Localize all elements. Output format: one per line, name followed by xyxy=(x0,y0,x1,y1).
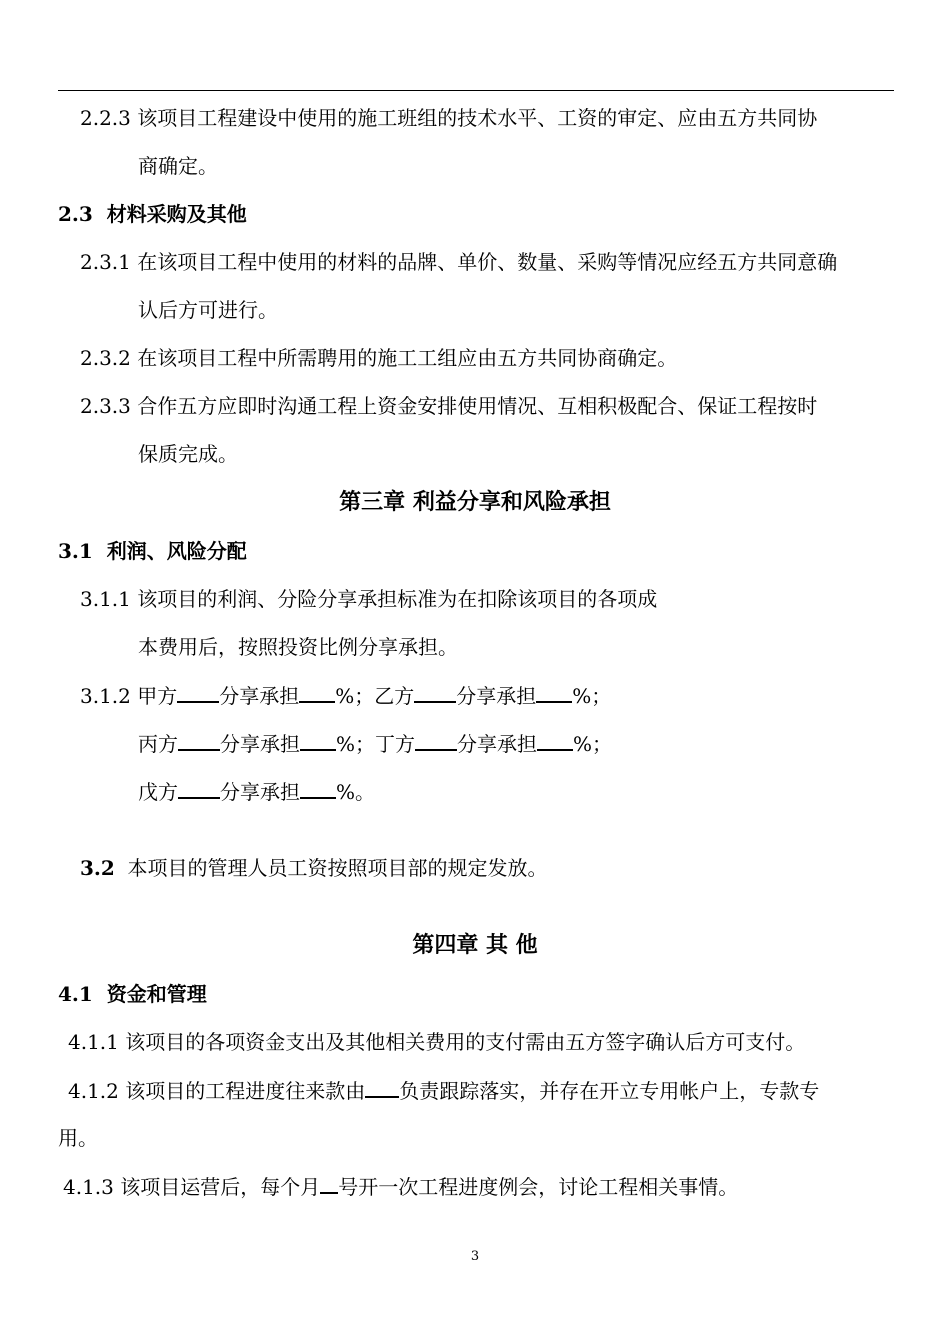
clause-2-2-3-line1 xyxy=(80,106,817,130)
clause-text: 本项目的管理人员工资按照项目部的规定发放。 xyxy=(127,856,548,880)
clause-number: 2.3.3 xyxy=(80,394,131,418)
clause-number: 4.1.2 xyxy=(68,1079,119,1103)
clause-3-1-1-line1 xyxy=(80,587,657,611)
percent-sign: %； xyxy=(336,732,376,756)
section-title: 材料采购及其他 xyxy=(106,202,247,226)
clause-4-1-1 xyxy=(68,1030,805,1054)
blank-yi-percent[interactable] xyxy=(536,683,572,703)
clause-number: 3.2 xyxy=(80,856,115,880)
clause-3-1-2-line1 xyxy=(80,683,611,708)
share-label: 分享承担 xyxy=(457,732,538,756)
percent-sign: %； xyxy=(572,684,612,708)
clause-number: 2.3.1 xyxy=(80,250,131,274)
clause-text: 保质完成。 xyxy=(138,442,238,466)
section-heading-4-1 xyxy=(58,982,207,1006)
clause-number: 4.1.1 xyxy=(68,1030,119,1054)
clause-4-1-3 xyxy=(63,1174,738,1199)
chapter-title-text: 第三章 利益分享和风险承担 xyxy=(339,489,611,515)
clause-2-3-1-line2 xyxy=(138,298,278,322)
clause-2-3-3-line2 xyxy=(138,442,238,466)
clause-text: 本费用后，按照投资比例分享承担。 xyxy=(138,635,458,659)
clause-text: 认后方可进行。 xyxy=(138,298,278,322)
clause-text: 号开一次工程进度例会，讨论工程相关事情。 xyxy=(338,1175,739,1199)
section-number: 2.3 xyxy=(58,202,93,226)
blank-wu-percent[interactable] xyxy=(300,779,336,799)
clause-text: 该项目工程建设中使用的施工班组的技术水平、工资的审定、应由五方共同协 xyxy=(137,106,818,130)
blank-yi-party[interactable] xyxy=(414,683,456,703)
section-number: 4.1 xyxy=(58,982,93,1006)
clause-text: 商确定。 xyxy=(138,154,218,178)
blank-meeting-day[interactable] xyxy=(320,1174,338,1194)
clause-number: 3.1.1 xyxy=(80,587,131,611)
clause-3-1-2-line3 xyxy=(138,779,375,804)
chapter-3-title xyxy=(0,490,950,514)
clause-3-1-2-line2 xyxy=(138,731,612,756)
share-label: 分享承担 xyxy=(219,684,300,708)
share-label: 分享承担 xyxy=(220,780,300,804)
clause-text: 该项目的工程进度往来款由 xyxy=(125,1079,366,1103)
percent-sign: %； xyxy=(573,732,613,756)
clause-4-1-2-line2 xyxy=(58,1126,98,1150)
clause-number: 4.1.3 xyxy=(63,1175,114,1199)
section-number: 3.1 xyxy=(58,539,93,563)
share-label: 分享承担 xyxy=(220,732,300,756)
clause-text: 该项目运营后，每个月 xyxy=(120,1175,321,1199)
clause-number: 2.2.3 xyxy=(80,106,131,130)
section-title: 资金和管理 xyxy=(106,982,207,1006)
header-rule xyxy=(58,90,894,91)
party-bing: 丙方 xyxy=(138,732,178,756)
section-title: 利润、风险分配 xyxy=(106,539,247,563)
percent-sign: %； xyxy=(335,684,375,708)
clause-number: 2.3.2 xyxy=(80,346,131,370)
clause-text: 该项目的利润、分险分享承担标准为在扣除该项目的各项成 xyxy=(137,587,658,611)
clause-number: 3.1.2 xyxy=(80,684,131,708)
blank-ding-party[interactable] xyxy=(415,731,457,751)
clause-text: 该项目的各项资金支出及其他相关费用的支付需由五方签字确认后方可支付。 xyxy=(125,1030,806,1054)
blank-bing-party[interactable] xyxy=(178,731,220,751)
blank-ding-percent[interactable] xyxy=(537,731,573,751)
clause-text: 负责跟踪落实，并存在开立专用帐户上，专款专 xyxy=(399,1079,820,1103)
party-ding: 丁方 xyxy=(375,732,416,756)
blank-jia-party[interactable] xyxy=(177,683,219,703)
blank-jia-percent[interactable] xyxy=(299,683,335,703)
section-heading-3-1 xyxy=(58,539,247,563)
section-heading-2-3-text xyxy=(58,202,247,226)
clause-text: 合作五方应即时沟通工程上资金安排使用情况、互相积极配合、保证工程按时 xyxy=(137,394,818,418)
clause-2-3-1-line1 xyxy=(80,250,837,274)
clause-text: 在该项目工程中所需聘用的施工工组应由五方共同协商确定。 xyxy=(137,346,678,370)
share-label: 分享承担 xyxy=(456,684,537,708)
clause-2-2-3-line2 xyxy=(138,154,218,178)
blank-wu-party[interactable] xyxy=(178,779,220,799)
blank-responsible-party[interactable] xyxy=(365,1078,399,1098)
clause-3-2 xyxy=(80,856,548,880)
chapter-4-title xyxy=(0,933,950,957)
clause-text: 用。 xyxy=(58,1126,98,1150)
clause-3-1-1-line2 xyxy=(138,635,458,659)
clause-2-3-2 xyxy=(80,346,677,370)
clause-text: 在该项目工程中使用的材料的品牌、单价、数量、采购等情况应经五方共同意确 xyxy=(137,250,838,274)
party-jia: 甲方 xyxy=(137,684,178,708)
party-yi: 乙方 xyxy=(374,684,415,708)
blank-bing-percent[interactable] xyxy=(300,731,336,751)
page-number: 3 xyxy=(470,1249,480,1264)
chapter-title-text: 第四章 其 他 xyxy=(412,932,538,958)
clause-4-1-2-line1 xyxy=(68,1078,819,1103)
party-wu: 戊方 xyxy=(138,780,178,804)
percent-end: %。 xyxy=(336,780,376,804)
clause-2-3-3-line1 xyxy=(80,394,817,418)
